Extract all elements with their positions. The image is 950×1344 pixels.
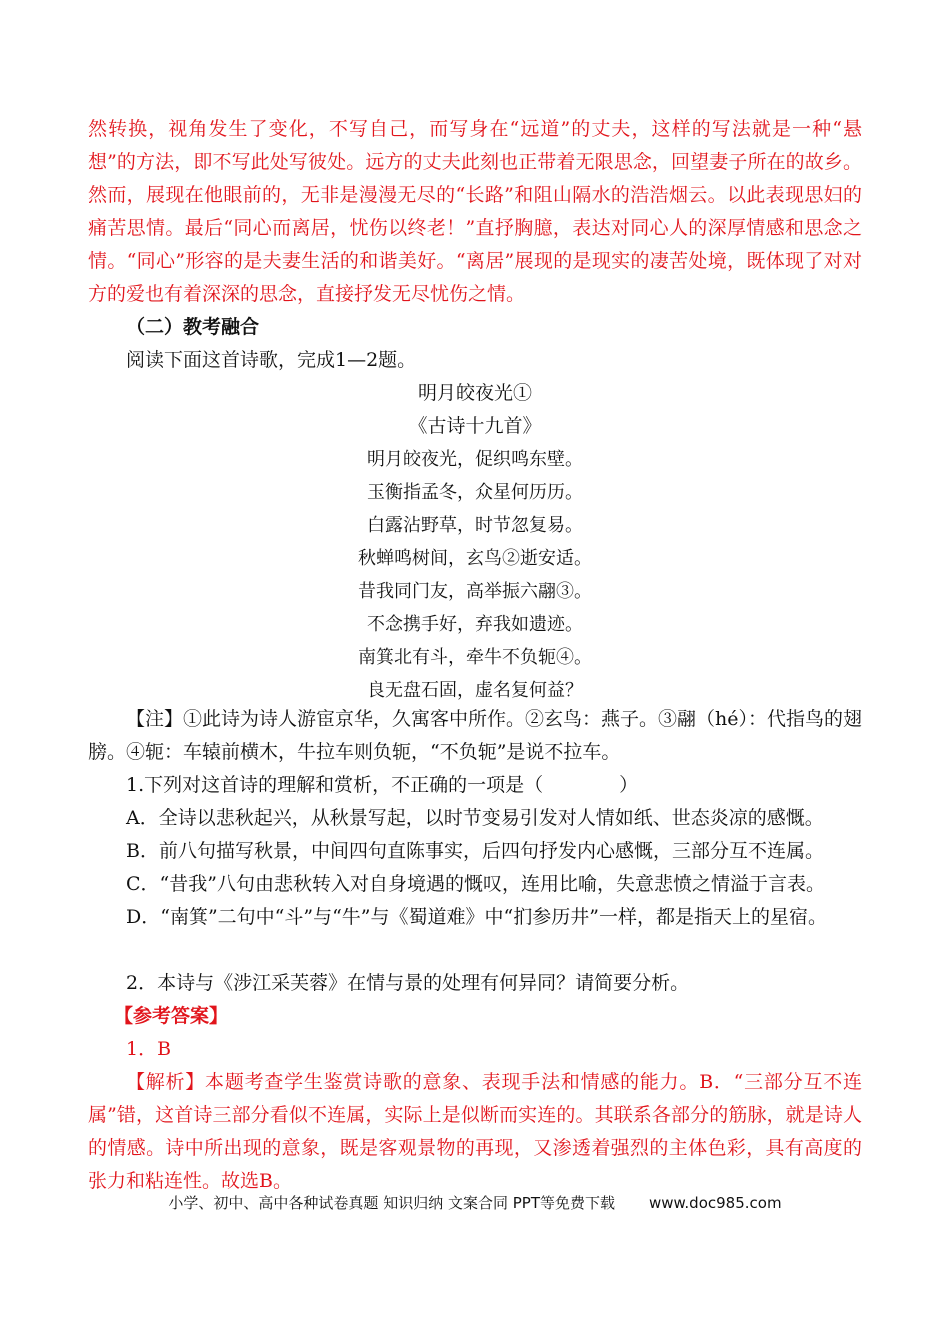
poem-line: 南箕北有斗，牵牛不负轭④。 xyxy=(358,647,592,668)
poem-line: 昔我同门友，高举振六翮③。 xyxy=(358,581,592,602)
instruction-text: 阅读下面这首诗歌，完成1—2题。 xyxy=(126,349,417,371)
poem-line: 明月皎夜光，促织鸣东壁。 xyxy=(367,449,583,470)
answer-analysis: 【解析】本题考查学生鉴赏诗歌的意象、表现手法和情感的能力。B．“三部分互不连属”错，这首诗三部分看似不连属，实际上是似断而实连的。其联系各部分的筋脉，就是诗人的情感。诗中所出现的意象，既是客观景物的再现，又渗透着强烈的主体色彩，具有高度的张力和粘连性。故选B。 xyxy=(88,1071,862,1192)
answer-heading: 【参考答案】 xyxy=(114,1005,229,1027)
page-footer xyxy=(0,1193,950,1213)
question-1-stem: 1.下列对这首诗的理解和赏析，不正确的一项是（ ） xyxy=(126,774,639,796)
footer-url[interactable]: www.doc985.com xyxy=(648,1194,782,1212)
question-1-option-a: A．全诗以悲秋起兴，从秋景写起，以时节变易引发对人情如纸、世态炎凉的感慨。 xyxy=(126,807,824,829)
question-1-option-c: C．“昔我”八句由悲秋转入对自身境遇的慨叹，连用比喻，失意悲愤之情溢于言表。 xyxy=(126,873,825,895)
poem-note: 【注】①此诗为诗人游宦京华，久寓客中所作。②玄鸟：燕子。③翮（hé）：代指鸟的翅膀。④轭：车辕前横木，牛拉车则负轭，“不负轭”是说不拉车。 xyxy=(88,708,862,763)
poem-source: 《古诗十九首》 xyxy=(408,415,542,437)
question-2: 2．本诗与《涉江采芙蓉》在情与景的处理有何异同？请简要分析。 xyxy=(126,972,690,994)
question-1-option-b: B．前八句描写秋景，中间四句直陈事实，后四句抒发内心感慨，三部分互不连属。 xyxy=(126,840,824,862)
poem-line: 良无盘石固，虚名复何益？ xyxy=(367,680,583,701)
intro-paragraph: 然转换，视角发生了变化，不写自己，而写身在“远道”的丈夫，这样的写法就是一种“悬想”的方法，即不写此处写彼处。远方的丈夫此刻也正带着无限思念，回望妻子所在的故乡。然而，展现在他眼前的，无非是漫漫无尽的“长路”和阻山隔水的浩浩烟云。以此表现思妇的痛苦思情。最后“同心而离居，忧伤以终老！”直抒胸臆，表达对同心人的深厚情感和思念之情。“同心”形容的是夫妻生活的和谐美好。“离居”展现的是现实的凄苦处境，既体现了对对方的爱也有着深深的思念，直接抒发无尽忧伤之情。 xyxy=(88,118,862,305)
poem-line: 秋蝉鸣树间，玄鸟②逝安适。 xyxy=(358,548,592,569)
poem-line: 白露沾野草，时节忽复易。 xyxy=(367,515,583,536)
section-heading: （二）教考融合 xyxy=(126,316,260,338)
poem-line: 玉衡指孟冬，众星何历历。 xyxy=(367,482,583,503)
question-1-option-d: D．“南箕”二句中“斗”与“牛”与《蜀道难》中“扪参历井”一样，都是指天上的星宿。 xyxy=(126,906,827,928)
answer-1: 1．B xyxy=(126,1038,172,1060)
footer-text: 小学、初中、高中各种试卷真题 知识归纳 文案合同 PPT等免费下载 xyxy=(168,1194,615,1212)
poem-title: 明月皎夜光① xyxy=(417,382,532,404)
poem-line: 不念携手好，弃我如遗迹。 xyxy=(367,614,583,635)
